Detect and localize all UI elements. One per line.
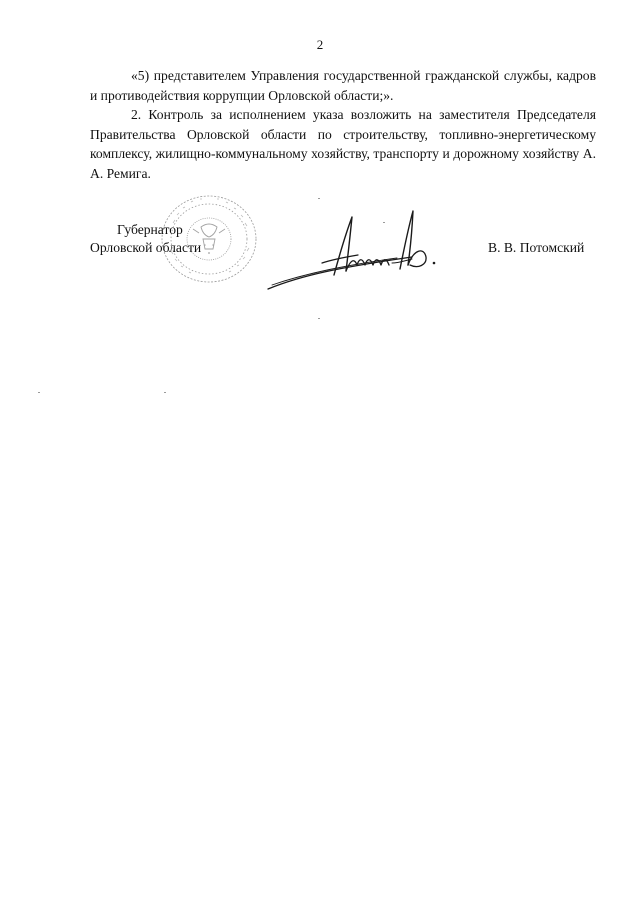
scan-speck [164, 392, 166, 393]
official-seal-icon [159, 193, 259, 285]
scan-speck [318, 318, 320, 319]
signature-name: В. В. Потомский [488, 240, 585, 255]
paragraph-1: «5) представителем Управления государственной гражданской службы, кадров и противодействия коррупции Орловской области;». [90, 68, 596, 103]
scan-speck [383, 222, 385, 223]
signature-title-line-1: Губернатор [117, 222, 183, 237]
signature-title-line-2: Орловской области [90, 240, 202, 255]
scan-speck [38, 392, 40, 393]
page-number: 2 [316, 37, 324, 52]
paragraph-2: 2. Контроль за исполнением указа возложить на заместителя Председателя Правительства Орловской области по строительству, топливно-энергетическому комплексу, жилищно-коммунальному хозяйству, транспорту и дорожному хозяйству А. А. Ремига. [90, 107, 596, 181]
scan-speck [318, 198, 320, 199]
handwritten-signature-icon [262, 203, 442, 298]
